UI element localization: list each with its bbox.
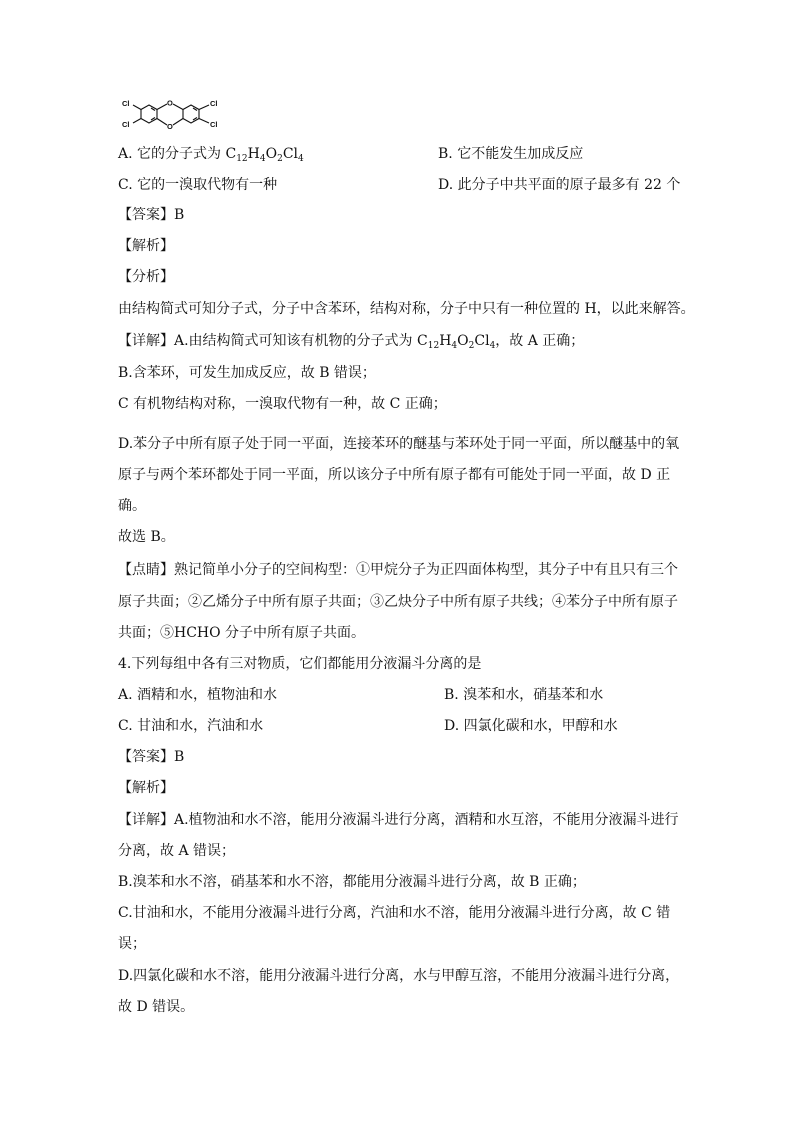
q3-option-d: D. 此分子中共平面的原子最多有 22 个 xyxy=(438,177,681,193)
q4-detail-d-line2: 故 D 错误。 xyxy=(118,999,195,1015)
q3-tip-line3: 共面；⑤HCHO 分子中所有原子共面。 xyxy=(118,625,366,641)
q3-answer: 【答案】B xyxy=(118,207,185,223)
q4-detail-d-line1: D.四氯化碳和水不溶，能用分液漏斗进行分离，水与甲醇互溶，不能用分液漏斗进行分离， xyxy=(118,968,680,984)
q3-option-b: B. 它不能发生加成反应 xyxy=(438,146,584,162)
q3-detail-a: 【详解】A.由结构简式可知该有机物的分子式为 $C_{12}H_4O_2Cl_4$，故 A 正确； xyxy=(118,333,585,351)
q4-stem: 4.下列每组中各有三对物质，它们都能用分液漏斗分离的是 xyxy=(118,656,482,672)
q3-detail-d-line2: 原子与两个苯环都处于同一平面，所以该分子中所有原子都有可能处于同一平面，故 D 正 xyxy=(118,467,671,483)
q3-option-c: C. 它的一溴取代物有一种 xyxy=(118,177,278,193)
o-label-top: O xyxy=(167,98,173,108)
q4-option-d: D. 四氯化碳和水，甲醇和水 xyxy=(444,718,618,734)
q4-detail-a-line1: 【详解】A.植物油和水不溶，能用分液漏斗进行分离，酒精和水互溶，不能用分液漏斗进行 xyxy=(118,812,679,828)
q3-detail-b: B.含苯环，可发生加成反应，故 B 错误； xyxy=(118,365,376,381)
q3-detail-c: C 有机物结构对称，一溴取代物有一种，故 C 正确； xyxy=(118,396,447,412)
q3-tip-line1: 【点睛】熟记简单小分子的空间构型：①甲烷分子为正四面体构型，其分子中有且只有三个 xyxy=(118,562,678,578)
cl-label-top-left: Cl xyxy=(122,99,130,108)
q4-detail-a-line2: 分离，故 A 错误； xyxy=(118,843,236,859)
q4-analysis-heading: 【解析】 xyxy=(118,780,174,796)
cl-label-top-right: Cl xyxy=(210,99,218,108)
q3-conclusion: 故选 B。 xyxy=(118,529,175,545)
q3-fenxi-heading: 【分析】 xyxy=(118,269,174,285)
q4-answer: 【答案】B xyxy=(118,749,185,765)
o-label-bottom: O xyxy=(167,122,173,131)
q4-option-a: A. 酒精和水，植物油和水 xyxy=(118,687,278,703)
q4-detail-c-line2: 误； xyxy=(118,936,146,952)
q3-detail-d-line1: D.苯分子中所有原子处于同一平面，连接苯环的醚基与苯环处于同一平面，所以醚基中的氧 xyxy=(118,436,680,452)
q3-tip-line2: 原子共面；②乙烯分子中所有原子共面；③乙炔分子中所有原子共线；④苯分子中所有原子 xyxy=(118,594,678,610)
q4-option-c: C. 甘油和水，汽油和水 xyxy=(118,718,264,734)
q3-analysis-heading: 【解析】 xyxy=(118,238,174,254)
dioxin-structure-diagram xyxy=(118,94,236,136)
q3-detail-d-line3: 确。 xyxy=(118,498,146,514)
q4-detail-c-line1: C.甘油和水，不能用分液漏斗进行分离，汽油和水不溶，能用分液漏斗进行分离，故 C 错 xyxy=(118,905,671,921)
cl-label-bottom-right: Cl xyxy=(210,120,218,129)
q4-detail-b: B.溴苯和水不溶，硝基苯和水不溶，都能用分液漏斗进行分离，故 B 正确； xyxy=(118,874,586,890)
q3-fenxi-text: 由结构简式可知分子式，分子中含苯环，结构对称，分子中只有一种位置的 H，以此来解答。 xyxy=(118,301,695,317)
q4-option-b: B. 溴苯和水，硝基苯和水 xyxy=(444,687,604,703)
cl-label-bottom-left: Cl xyxy=(122,120,130,129)
q3-option-a: A. 它的分子式为 $C_{12}H_4O_2Cl_4$ xyxy=(118,146,304,164)
